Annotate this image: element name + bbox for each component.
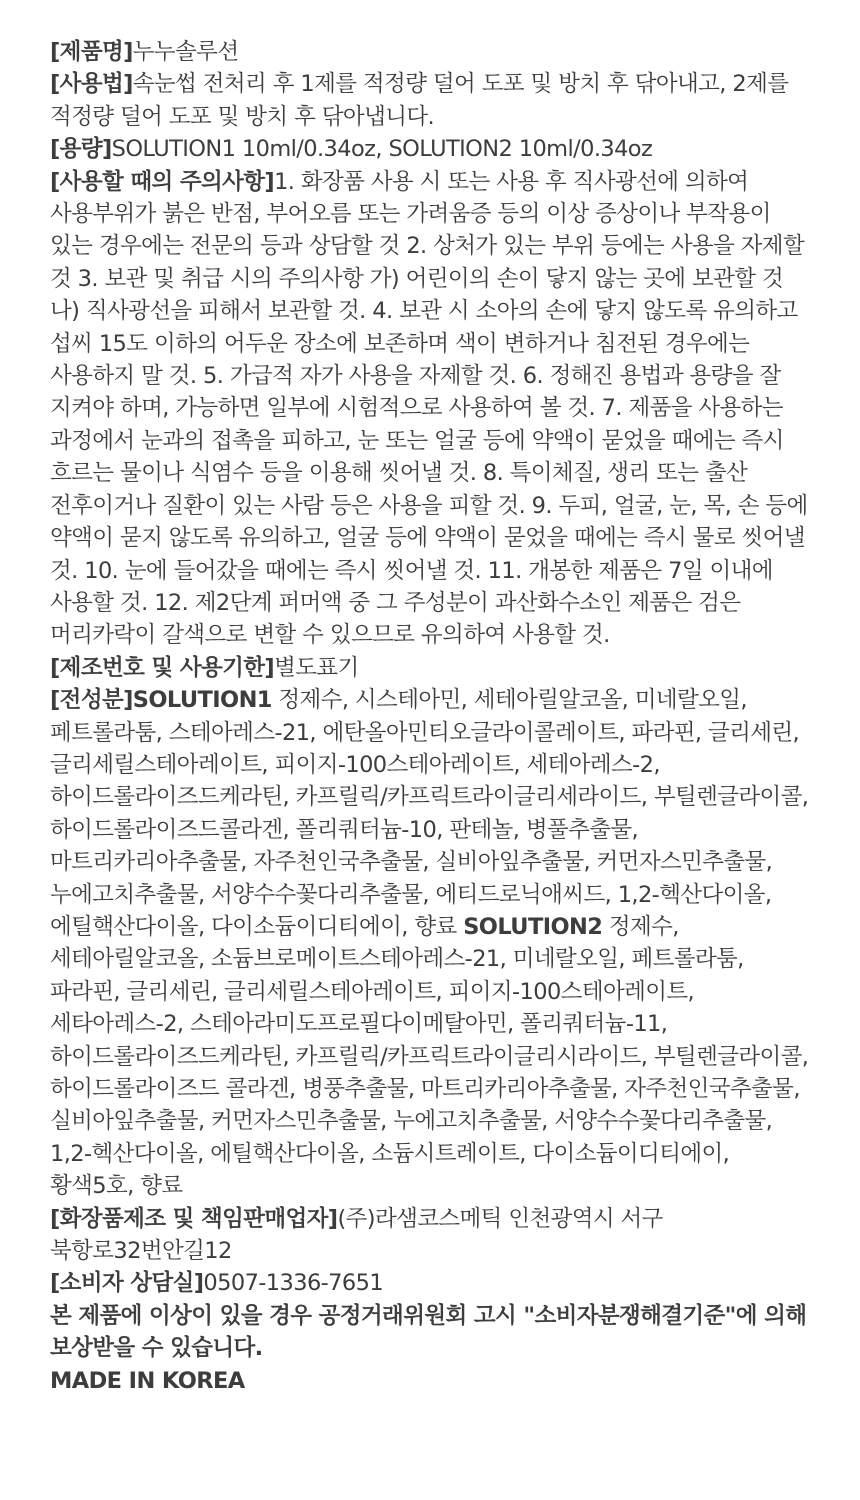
product-name-line bbox=[50, 36, 812, 68]
solution2-ingredients: 정제수, 세테아릴알코올, 소듐브로메이트스테아레스-21, 미네랄오일, 페트롤라툼, 파라핀, 글리세린, 글리세릴스테아레이트, 피이지-100스테아레이트, 세타아레스-2, 스테아라미도프로필다이메탈아민, 폴리쿼터늄-11, 하이드롤라이즈드케라틴, 카프릴릭/카프릭트라이글리시라이드, 부틸렌글라이콜, 하이드롤라이즈드 콜라겐, 병풍추출물, 마트리카리아추출물, 자주천인국추출물, 실비아잎추출물, 커먼자스민추출물, 누에고치추출물, 서양수수꽃다리추출물, 1,2-헥산다이올, 에틸핵산다이올, 소듐시트레이트, 다이소듐이디티에이, 황색5호, 향료 bbox=[50, 913, 809, 1200]
manufacturer-line bbox=[50, 1203, 812, 1268]
precautions-text: 1. 화장품 사용 시 또는 사용 후 직사광선에 의하여 사용부위가 붉은 반점, 부어오름 또는 가려움증 등의 이상 증상이나 부작용이 있는 경우에는 전문의 등과 상담할 것 2. 상처가 있는 부위 등에는 사용을 자제할 것 3. 보관 및 취급 시의 주의사항 가) 어린이의 손이 닿지 않는 곳에 보관할 것 나) 직사광선을 피해서 보관할 것. 4. 보관 시 소아의 손에 닿지 않도록 유의하고 섭씨 15도 이하의 어두운 장소에 보존하며 색이 변하거나 침전된 경우에는 사용하지 말 것. 5. 가급적 자가 사용을 자제할 것. 6. 정해진 용법과 용량을 잘 지켜야 하며, 가능하면 일부에 시험적으로 사용하여 볼 것. 7. 제품을 사용하는 과정에서 눈과의 접촉을 피하고, 눈 또는 얼굴 등에 약액이 묻었을 때에는 즉시 흐르는 물이나 식염수 등을 이용해 씻어낼 것. 8. 특이체질, 생리 또는 출산 전후이거나 질환이 있는 사람 등은 사용을 피할 것. 9. 두피, 얼굴, 눈, 목, 손 등에 약액이 묻지 않도록 유의하고, 얼굴 등에 약액이 묻었을 때에는 즉시 물로 씻어낼 것. 10. 눈에 들어갔을 때에는 즉시 씻어낼 것. 11. 개봉한 제품은 7일 이내에 사용할 것. 12. 제2단계 퍼머액 중 그 주성분이 과산화수소인 제품은 검은 머리카락이 갈색으로 변할 수 있으므로 유의하여 사용할 것. bbox=[50, 168, 808, 649]
consumer-center-label: [소비자 상담실] bbox=[50, 1270, 204, 1297]
ingredients-section bbox=[50, 684, 812, 1203]
usage-label: [사용법] bbox=[50, 71, 133, 98]
lot-expiry-label: [제조번호 및 사용기한] bbox=[50, 654, 275, 681]
product-name-value: 누누솔루션 bbox=[132, 39, 239, 65]
consumer-center-phone: 0507-1336-7651 bbox=[203, 1270, 384, 1297]
precautions-label: [사용할 때의 주의사항] bbox=[50, 168, 275, 195]
consumer-center-line bbox=[50, 1267, 812, 1299]
compensation-notice: 본 제품에 이상이 있을 경우 공정거래위원회 고시 "소비자분쟁해결기준"에 의해 보상받을 수 있습니다. bbox=[50, 1302, 807, 1362]
usage-line bbox=[50, 68, 812, 133]
origin-line: MADE IN KOREA bbox=[50, 1367, 245, 1394]
volume-value: SOLUTION1 10ml/0.34oz, SOLUTION2 10ml/0.34oz bbox=[111, 136, 653, 163]
manufacturer-value: (주)라샘코스메틱 인천광역시 서구 북항로32번안길12 bbox=[50, 1205, 663, 1265]
solution1-label: SOLUTION1 bbox=[132, 687, 272, 714]
lot-expiry-line bbox=[50, 652, 812, 684]
solution2-label: SOLUTION2 bbox=[463, 913, 603, 940]
volume-label: [용량] bbox=[50, 136, 112, 163]
product-name-label: [제품명] bbox=[50, 39, 133, 65]
ingredients-label: [전성분] bbox=[50, 687, 133, 714]
solution1-ingredients: 정제수, 시스테아민, 세테아릴알코올, 미네랄오일, 페트롤라툼, 스테아레스-21, 에탄올아민티오글라이콜레이트, 파라핀, 글리세린, 글리세릴스테아레이트, 피이지-100스테아레이트, 세테아레스-2, 하이드롤라이즈드케라틴, 카프릴릭/카프릭트라이글리세라이드, 부틸렌글라이콜, 하이드롤라이즈드콜라겐, 폴리쿼터늄-10, 판테놀, 병풀추출물, 마트리카리아추출물, 자주천인국추출물, 실비아잎추출물, 커먼자스민추출물, 누에고치추출물, 서양수수꽃다리추출물, 에티드로닉애씨드, 1,2-헥산다이올, 에틸핵산다이올, 다이소듐이디티에이, 향료 bbox=[50, 687, 809, 940]
volume-line bbox=[50, 133, 812, 165]
lot-expiry-value: 별도표기 bbox=[274, 654, 359, 681]
manufacturer-label: [화장품제조 및 책임판매업자] bbox=[50, 1205, 338, 1232]
usage-value: 속눈썹 전처리 후 1제를 적정량 덜어 도포 및 방치 후 닦아내고, 2제를 적정량 덜어 도포 및 방치 후 닦아냅니다. bbox=[50, 71, 789, 130]
precautions-section bbox=[50, 166, 812, 652]
